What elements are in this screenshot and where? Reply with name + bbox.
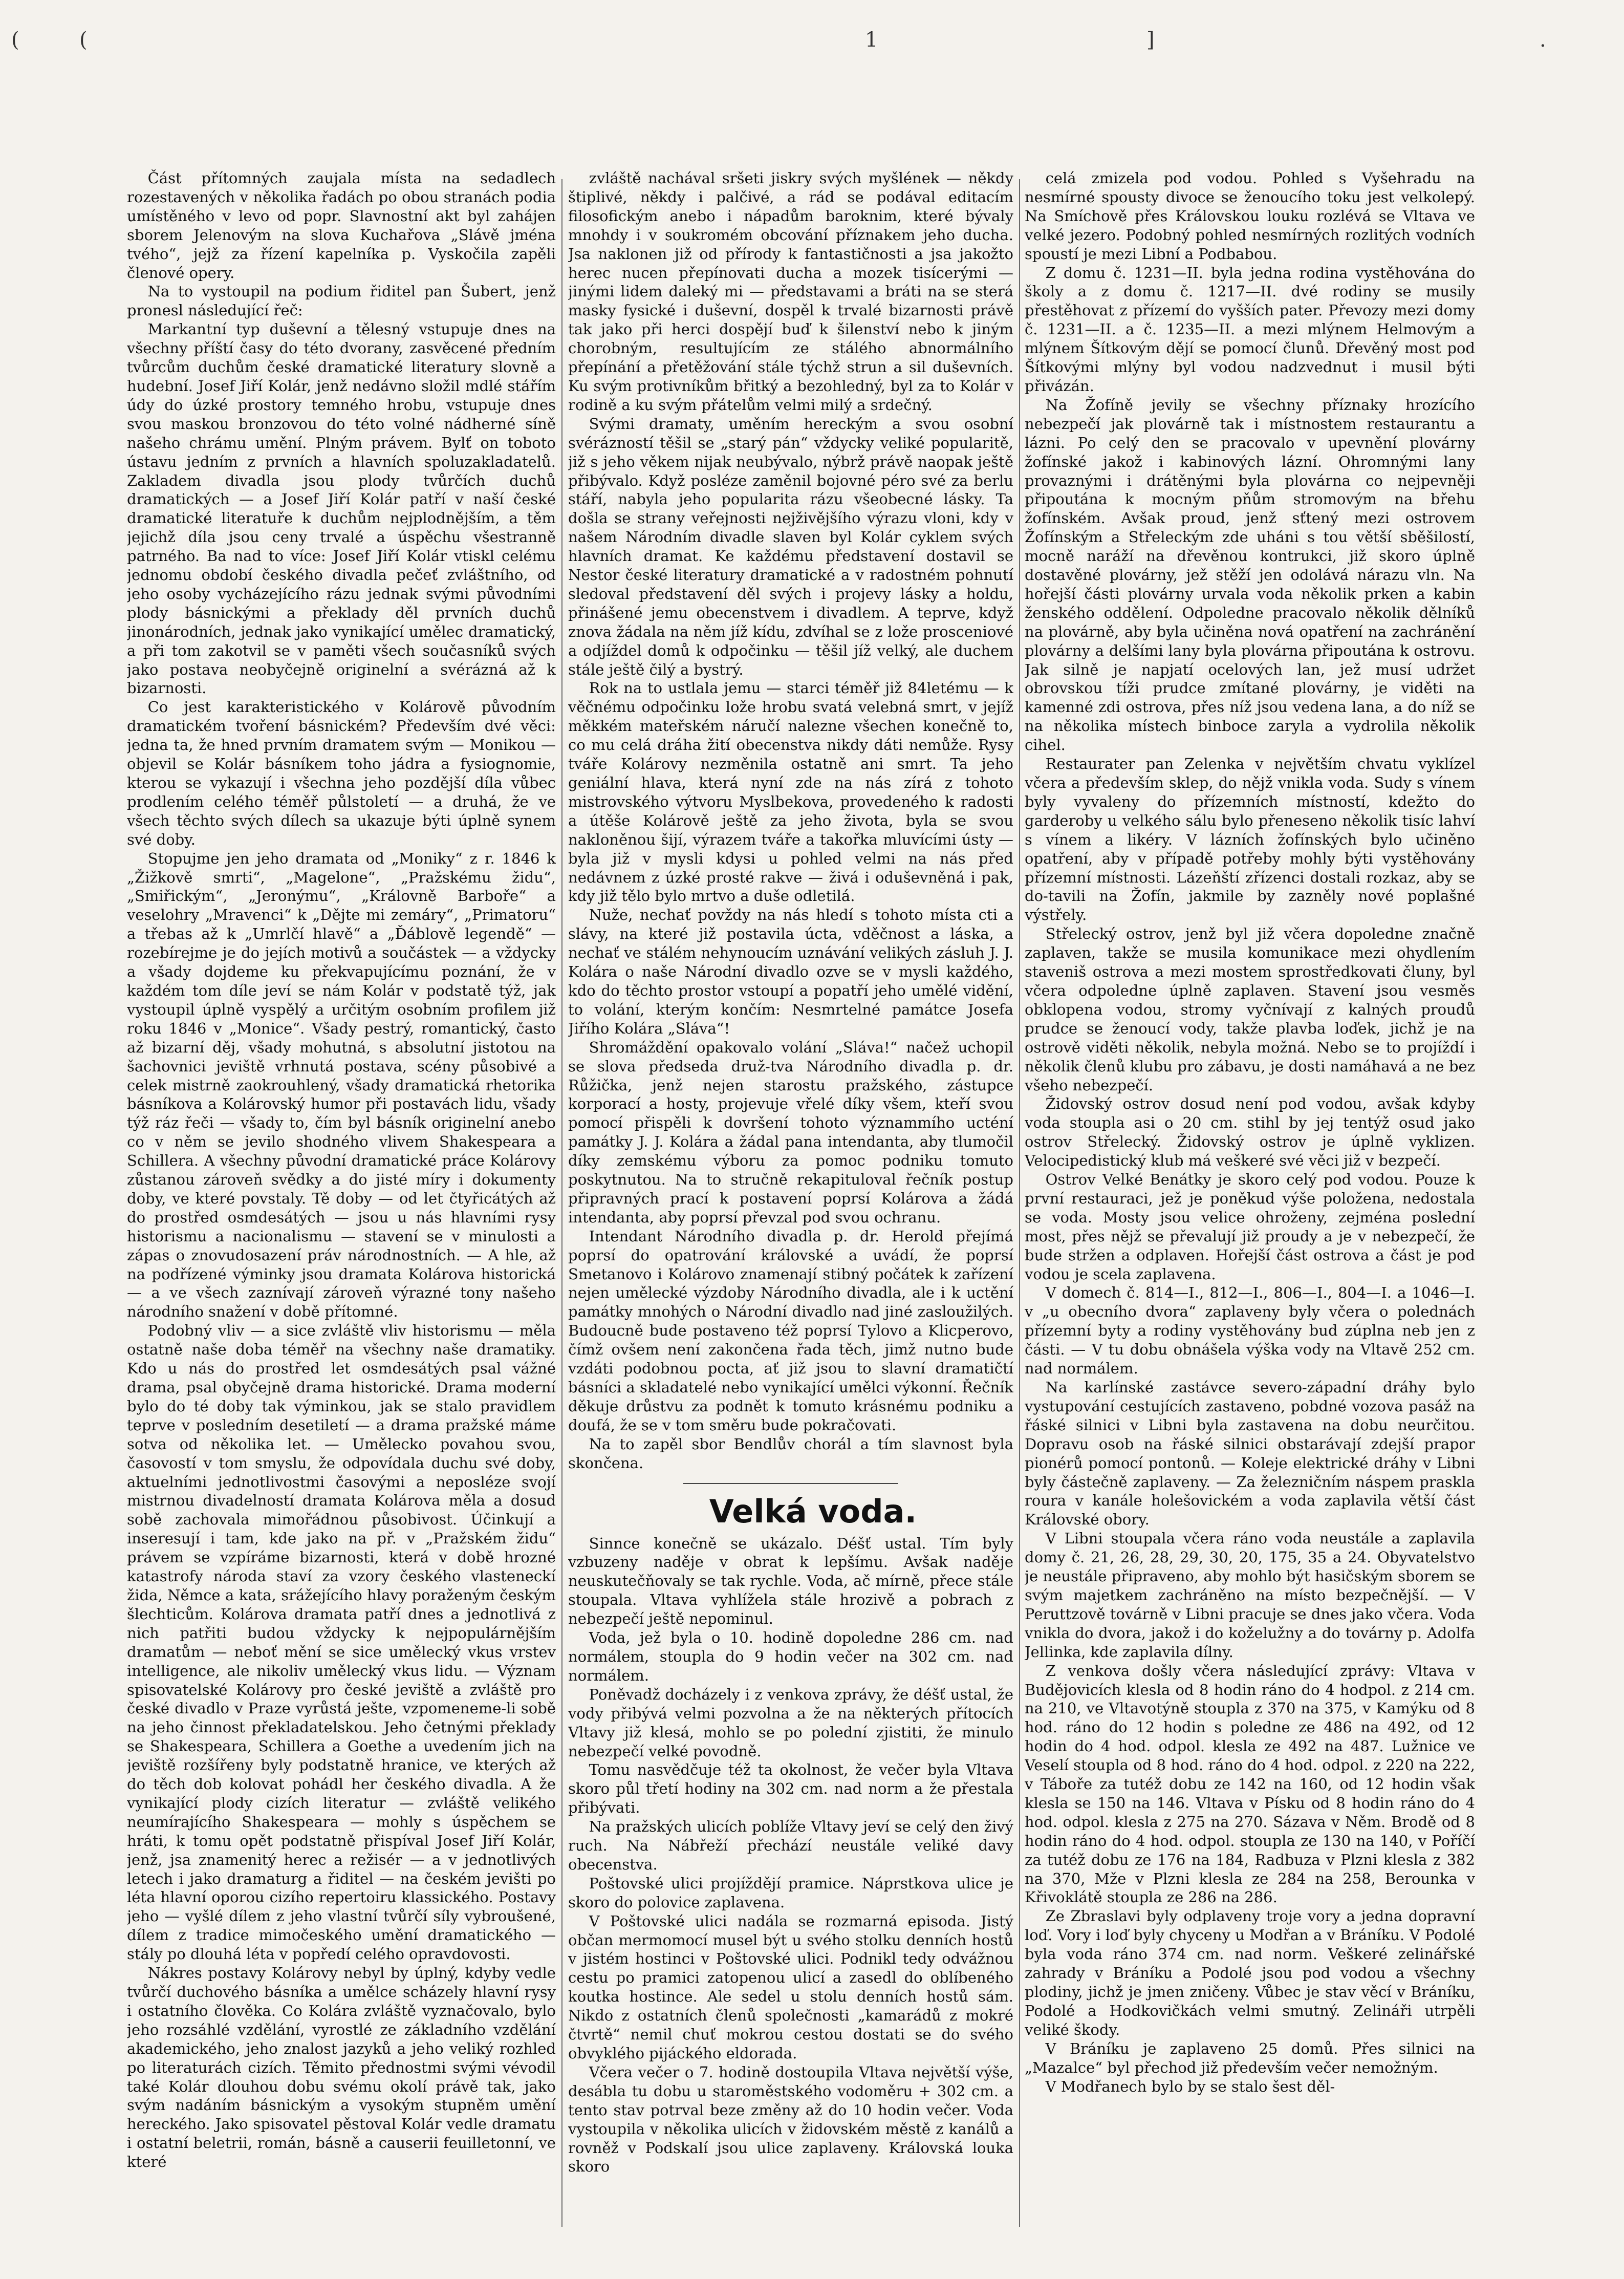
paragraph: Včera večer o 7. hodině dostoupila Vltava největší výše, desábla tu dobu u staroměstského vodoměru + 302 cm. a tento stav potrval beze změny až do 10 hodin večer. Voda vystoupila v několika ulicích v židovském městě z kanálů a rovněž v Podskalí jsou ulice zaplaveny. Královská louka skoro [568,2063,1013,2176]
paragraph: Z venkova došly včera následující zprávy: Vltava v Budějovicích klesla od 8 hodin ráno do 4 hodpol. z 214 cm. na 210, ve Vltavotýně stoupla z 370 na 375, v Kamýku od 8 hod. ráno do 12 hodin s poledne ze 486 na 492, od 12 hodin do 4 hod. odpol. klesla ze 492 na 487. Lužnice ve Veselí stoupla od 8 hod. ráno do 4 hod. odpol. z 220 na 222, v Táboře za tutéž dobu ze 142 na 160, od 12 hodin však klesla se 150 na 146. Vltava v Písku od 8 hodin ráno do 4 hod. odpol. klesla z 275 na 270. Sázava v Něm. Brodě od 8 hodin ráno do 4 hod. odpol. stoupla ze 130 na 140, v Poříčí za tutéž dobu ze 176 na 184, Radbuza v Plzni klesla z 382 na 370, Mže v Plzni klesla ze 284 na 258, Berounka v Křivoklátě stoupla ze 286 na 286. [1025,1662,1475,1906]
paragraph: Na Žofíně jevily se všechny příznaky hrozícího nebezpečí jak plovárně tak i místnostem restaurantu a lázni. Po celý den se pracovalo v upevnění plovárny žofínské jakož i kabinových lázní. Ohromnými lany provaznými i drátěnými byla plovárna co nejpevněji připoutána k mocným pňům stromovým na břehu žofínském. Avšak proud, jenž sťtený mezi ostrovem Žofínským a Střeleckým zde uháni s tou větší sběšilostí, mocně naráží na dřevěnou kontrukci, již skoro úplně dostavěné plovárny, jež stěží jen odolává nárazu vln. Na hořejší části plovárny urvala voda několik prken a kabin ženského oddělení. Odpoledne pracovalo několik dělníků na plovárně, aby byla učiněna nová opatření na zachránění plovárny a delšími lany byla plovárna připoutána k ostrovu. Jak silně je napjatí ocelových lan, jež musí udržet obrovskou tíži prudce zmítané plovárny, je viděti na kamenné zdi ostrova, přes níž jsou vedena lana, a do níž se na několika místech binboce zaryla a vydrolila několik cihel. [1025,396,1475,754]
paragraph: Na to vystoupil na podium řiditel pan Šubert, jenž pronesl následující řeč: [127,283,556,319]
paragraph: Nákres postavy Kolárovy nebyl by úplný, kdyby vedle tvůrčí duchového básníka a umělce scházely hlavní rysy i ostatního člověka. Co Kolára zvláště vyznačovalo, bylo jeho rozsáhlé vzdělání, vyrostlé ze základního vzdělání akademického, jeho znalost jazyků a jeho veliký rozhled po literaturách cizích. Těmito přednostmi svými vévodil také Kolár dlouhou dobu svému okolí právě tak, jako svým nadáním básnickým a vysokým stupněm umění hereckého. Jako spisovatel pěstoval Kolár vedle dramatu i ostatní beletrii, román, básně a causerii feuilletonní, ve které [127,1964,556,2171]
paragraph: Tomu nasvědčuje též ta okolnost, že večer byla Vltava skoro půl třetí hodiny na 302 cm. nad norm a že přestala přibývati. [568,1761,1013,1817]
paragraph: Markantní typ duševní a tělesný vstupuje dnes na všechny příští časy do této dvorany, zasvěcené předním tvůrcům duchům české dramatické literatury slovně a hudební. Josef Jiří Kolár, jenž nedávno složil mdlé stářím údy do úzké prostory temného hrobu, vstupuje dnes svou maskou bronzovou do této volné nádherné síně našeho chrámu umění. Plným právem. Bylť on toboto ústavu jedním z prvních a hlavních spoluzakladatelů. Zakladem divadla jsou plody tvůrčích duchů dramatických — a Josef Jiří Kolár patří v naší české dramatické literatuře k duchům nejplodnějším, a těm jejichž díla jsou ceny trvalé a úspěchu všestranně patrného. Ba nad to více: Josef Jiří Kolár vtiskl celému jednomu období českého divadla pečeť zvláštního, od jeho osoby vycházejícího rázu jednak svými původními plody básnickými a překlady děl prvních duchů jinonárodních, jednak jako vynikající umělec dramatický, a při tom zakotvil se v paměti všech současníků svých jako postava neobyčejně originelní a svérázná až k bizarnosti. [127,320,556,697]
paragraph: V Libni stoupala včera ráno voda neustále a zaplavila domy č. 21, 26, 28, 29, 30, 20, 175, 35 a 24. Obyvatelstvo je neustále připraveno, aby mohlo být hasičským sborem se svým majetkem zachráněno na místo bezpečnější. — V Peruttzově továrně v Libni pracuje se dnes jako včera. Voda vnikla do dvora, jakož i do koželužny a do továrny p. Adolfa Jellinka, kde zaplavila dílny. [1025,1530,1475,1661]
column-divider [561,179,562,2227]
edge-mark: ] [1146,28,1155,52]
paragraph: Sinnce konečně se ukázalo. Déšť ustal. Tím byly vzbuzeny naděje v obrat k lepšímu. Avšak naděje neuskutečňovaly se tak rychle. Voda, ač mírně, přece stále stoupala. Vltava vyhlížela stále hrozivě a pobrach z nebezpečí ještě nepominul. [568,1534,1013,1628]
paragraph: V Modřanech bylo by se stalo šest děl- [1045,2077,1335,2095]
column-3 [1025,169,1475,2227]
paragraph: celá zmizela pod vodou. Pohled s Vyšehradu na nesmírné spousty divoce se ženoucího toku jest velkolepý. Na Smíchově přes Královskou louku rozlévá se Vltava ve velké jezero. Podobný pohled nesmírných rozlitých vodních spoustí je mezi Libní a Podbabou. [1025,169,1475,263]
edge-mark: ( [79,28,88,52]
paragraph: zvláště nachával sršeti jiskry svých myšlének — někdy štiplivé, někdy i palčivé, a rád se podával editacím filosofickým anebo i nápadům baroknim, které bývaly mnohdy i v soukromém obcování příznakem jeho ducha. Jsa naklonen již od přírody k fantastičnosti a jsa jakožto herec nucen přepínovati ducha a mozek tisícerými — jinými lidem daleký mi — představami a bráti na se sterá masky fysické i duševní, dospěl k trvalé bizarnosti právě tak jako při herci dospějí buď k šilenství nebo k jiným chorobným, resultujícím ze stálého abnormálního přepínání a přetěžování stále týchž strun a sil duševních. Ku svým protivníkům břitký a bezohledný, byl za to Kolár v rodině a ku svým přátelům velmi milý a srdečný. [568,169,1013,414]
paragraph: Shromáždění opakovalo volání „Sláva!“ načež uchopil se slova předseda druž-tva Národního divadla p. dr. Růžička, jenž nejen starostu pražského, zástupce korporací a hosty, projevuje vřelé díky všem, kteří svou pomocí přispěli k dovršení tohoto význammího ucténí památky J. J. Kolára a žádal pana intendanta, aby tlumočil díky zemskému výboru za pomoc podniku tomuto poskytnutou. Na to stručně rekapituloval řečník postup připravných prací k postavení poprsí Kolárova a žádá intendanta, aby poprsí převzal pod svou ochranu. [568,1038,1013,1226]
paragraph: Podobný vliv — a sice zvláště vliv historismu — měla ostatně naše doba téměř na všechny naše dramatiky. Kdo u nás do prostřed let osmdesátých psal vážné drama, psal obyčejně drama historické. Drama moderní bylo do té doby tak výminkou, jak se stalo pravidlem teprve v posledním desetiletí — a drama pražské máme sotva od několika let. — Umělecko povahou svou, časovostí v tom smyslu, že odpovídala duchu své doby, aktuelními jednotlivostmi časovými a neposléze svojí mistrnou divadelností dramata Kolárova měla a dosud sobě zachovala mimořádnou působivost. Účinkují a inseresují i tam, kde jako na př. v „Pražském židu“ právem se vzpíráme bizarnosti, která v době hrozné katastrofy národa staví za vzory českého vlasteneckí žida, Němce a kata, srážejícího hlavy poraženým českým šlechticům. Kolárova dramata patří dnes a jednotlivá z nich patřiti budou vždycky k nejpopulárnějším dramatům — neboť mění se sice umělecký vkus vrstev intelligence, ale nikoliv umělecký vkus lidu. — Význam spisovatelské Kolárovy pro české jeviště a zvláště pro české divadlo v Praze vyrůstá ješte, vzpomeneme-li sobě na jeho činnost překladatelskou. Jeho četnými překlady se Shakespeara, Schillera a Goethe a uvedením jich na jeviště rozšířeny byly podstatně hranice, ve kterých až do těch dob kolovat pohádl her českého divadla. A že vynikající plody cizích literatur — zvláště velikého neumírajícího Shakespeara — mohly s úspěchem se hráti, k tomu opět podstatně přispíval Josef Jiří Kolár, jenž, jsa znamenitý herec a režisér — a v jednotlivých letech i jako dramaturg a řiditel — na českém jevišti po léta hlavní oporou cizího repertoiru klassického. Postavy jeho — vyšlé dílem z jeho vlastní tvůrčí síly vybroušené, dílem z tradice mimočeského umění dramatického — stály po dlouhá léta v popředí celého opravdovosti. [127,1322,556,1963]
paragraph: Stopujme jen jeho dramata od „Moniky“ z r. 1846 k „Žižkově smrti“, „Magelone“, „Pražskému židu“, „Smiřickým“, „Jeronýmu“, „Královně Barboře“ a veselohry „Mravenci“ k „Dějte mi zemáry“, „Primatoru“ a třebas až k „Umrlčí hlavě“ a „Ďáblově legendě“ — rozebírejme je do jejích motivů a součástek — a vždycky a všady dojdeme ku překvapujícímu poznání, že v každém tom díle jeví se nám Kolár v podstatě týž, jak vystoupil úplně vyspělý a určitým osobním profilem již roku 1846 v „Monice“. Všady pestrý, romantický, často až bizarní děj, všady mohutná, s absolutní jistotou na šachovnici jeviště vrhnutá postava, scény působivé a celek mistrně zaokrouhlený, všady dramatická rhetorika básníkova a Kolárovský humor při postavách lidu, všady týž ráz řeči — všady to, čím byl básník originelní anebo co v něm se jevilo shodného vlivem Shakespeara a Schillera. A všechny původní dramatické práce Kolárovy zůstanou zároveň svědky a do jisté míry i dokumenty doby, ve které povstaly. Tě doby — od let čtyřicátých až do prostřed osmdesátých — jsou u nás hlavními rysy historismu a nacionalismu — stavení se v minulosti a zápas o znovudosazení práv národnostních. — A hle, až na podřízené výminky jsou dramata Kolárova historická — a ve všech zaznívají zároveň výrazné tony našeho národního snažení v době přítomné. [127,849,556,1321]
paragraph: Poněvadž docházely i z venkova zprávy, že déšť ustal, že vody přibývá velmi pozvolna a že na některých přítocích Vltavy již klesá, mohlo se po polední zjistiti, že minulo nebezpečí velké povodně. [568,1685,1013,1760]
paragraph: Na pražských ulicích poblíže Vltavy jeví se celý den živý ruch. Na Nábřeží přechází neustále veliké davy obecenstva. [568,1818,1013,1873]
paragraph: Svými dramaty, uměním hereckým a svou osobní svérázností těšil se „starý pán“ vždycky veliké popularitě, již s jeho věkem nijak neubývalo, nýbrž právě naopak ještě přibývalo. Když posléze zaměnil bojovné péro své za berlu stáří, nabyla jeho popularita rázu všeobecné lásky. Ta došla se strany veřejnosti nejživějšího výrazu vloni, kdy v našem Národním divadle slaven byl Kolár cyklem svých hlavních dramat. Ke každému představení dostavil se Nestor české literatury dramatické a v radostném pohnutí sledoval představení děl svých i projevy lásky a holdu, přinášené jemu obecenstvem i divadlem. A teprve, když znova žádala na něm jíž kídu, zdvíhal se z lože prosceniové a odjíždel domů k odpočinku — těšil jíž velký, ale duchem stále ještě čilý a bystrý. [568,415,1013,678]
paragraph: Co jest karakteristického v Kolárově původním dramatickém tvoření básnickém? Především dvé věci: jedna ta, že hned prvním dramatem svým — Monikou — objevil se Kolár básníkem toho jádra a fysiognomie, kterou se vykazují i všechna jeho pozdější díla vůbec prodlením celého téměř půlstoletí — a druhá, že ve všech těchto svých dílech sa ukazuje býti úplně synem své doby. [127,698,556,848]
paragraph: Voda, jež byla o 10. hodině dopoledne 286 cm. nad normálem, stoupla do 9 hodin večer na 302 cm. nad normálem. [568,1629,1013,1684]
paragraph: Ostrov Velké Benátky je skoro celý pod vodou. Pouze k první restauraci, jež je poněkud výše položena, nedostala se voda. Mosty jsou velice ohroženy, zejména poslední most, přes nějž se převalují již proudy a je v nebezpečí, že bude stržen a odplaven. Hořejší část ostrova a část je pod vodou je scela zaplavena. [1025,1171,1475,1283]
column-1 [127,169,556,2227]
paragraph: Nuže, nechať povždy na nás hledí s tohoto místa cti a slávy, na které již postavila úcta, vděčnost a láska, a nechať ve stálém nehynoucím uznávání velikých zásluh J. J. Kolára o naše Národní divadlo ozve se v mysli každého, kdo do těchto prostor vstoupí a popatří jeho umělé vidění, to volání, kterým končím: Nesmrtelné památce Josefa Jiřího Kolára „Sláva“! [568,906,1013,1037]
paragraph: V domech č. 814—I., 812—I., 806—I., 804—I. a 1046—I. v „u obecního dvora“ zaplaveny byly včera o polednách přízemní byty a rodiny vystěhovány bud zúplna neb jen z části. — V tu dobu obnášela výška vody na Vltavě 252 cm. nad normálem. [1025,1284,1475,1378]
paragraph: Střelecký ostrov, jenž byl již včera dopoledne značně zaplaven, takže se musila komunikace mezi ohydlením staveniš ostrova a mezi mostem sprostředkovati čluny, byl včera odpoledne úplně zaplaven. Stavení jsou vesměs obklopena vodou, stromy vyčnívají z kalných proudů prudce se ženoucí vody, takže plavba loďek, jichž je na ostrově viděti několik, nebyla možná. Nebo se to projíždí i několik členů klubu pro zábavu, je dosti namáhavá a ne bez všeho nebezpečí. [1025,925,1475,1094]
paragraph: Na to zapěl sbor Bendlův chorál a tím slavnost byla skončena. [568,1435,1013,1472]
edge-mark: ( [11,28,19,52]
edge-mark: 1 [865,28,878,52]
edge-mark: . [1540,28,1546,52]
column-2 [568,169,1013,2227]
paragraph: V Poštovské ulici nadála se rozmarná episoda. Jistý občan mermomocí musel být u svého stolku denních hostů v jistém hostinci v Poštovské ulici. Podnikl tedy odvážnou cestu po pramici zatopenou ulicí a zasedl do oblíbeného koutka hostince. Ale sedel u stolu denních hostů sám. Nikdo z ostatních členů společnosti „kamarádů z mokré čtvrtě“ nemil chuť mokrou cestou dostati se do svého obvyklého pijáckého eldorada. [568,1912,1013,2062]
paragraph: Z domu č. 1231—II. byla jedna rodina vystěhována do školy a z domu č. 1217—II. dvé rodiny se musily přestěhovat z přízemí do vyšších pater. Převozy mezi domy č. 1231—II. a č. 1235—II. a mezi mlýnem Helmovým a mlýnem Šítkovým dějí se pomocí člunů. Dřevěný most pod Šítkovými mlýny byl vodou nadzvednut i musil býti přivázán. [1025,264,1475,395]
paragraph: Na karlínské zastávce severo-západní dráhy bylo vystupování cestujících zastaveno, pobdné vozova pasáž na řáské silnici v Libni byla zastavena na dobu neurčitou. Dopravu osob na řáské silnici obstarávají zdejší prapor pionérů pomocí pontonů. — Koleje elektrické dráhy v Libni byly částečně zaplaveny. — Za železničním náspem praskla roura v kanále holešovickém a voda zaplavila větší část Královské obory. [1025,1379,1475,1529]
paragraph: Část přítomných zaujala místa na sedadlech rozestavených v několika řadách po obou stranách podia umístěného v levo od popr. Slavnostní akt byl zahájen sborem Jelenovým na slova Kuchařova „Slávě jména tvého“, jejž za řízení kapelníka p. Vyskočila zapěli členové opery. [127,169,556,282]
paragraph: Ze Zbraslavi byly odplaveny troje vory a jedna dopravní loď. Vory i loď byly chyceny u Modřan a v Bráníku. V Podolé byla voda ráno 374 cm. nad norm. Veškeré zelinářské zahrady v Bráníku a Podolé jsou pod vodou a všechny plodiny, jichž je jmen zničeny. Vůbec je stav věcí v Bráníku, Podolé a Hodkovičkách velmi smutný. Zelináři utrpěli veliké škody. [1025,1907,1475,2038]
article-headline: Velká voda. [709,1492,917,1530]
section-divider [683,1483,898,1484]
paragraph: Restaurater pan Zelenka v největším chvatu vyklízel včera a především sklep, do nějž vnikla voda. Sudy s vínem byly vyvaleny do přízemních místností, kdežto do garderoby u velkého sálu bylo přeneseno několik tisíc lahví s vínem a likéry. V lázních žofínských bylo učiněno opatření, aby v případě potřeby mohly býti vystěhovány přízemní místnosti. Lázeňští zřízenci dostali rozkaz, aby se do-tavili na Žofín, jakmile by zazněly nové poplašné výstřely. [1025,755,1475,924]
paragraph: Židovský ostrov dosud není pod vodou, avšak kdyby voda stoupla asi o 20 cm. stihl by jej tentýž osud jako ostrov Střelecký. Židovský ostrov je úplně vyklizen. Velocipedistický klub má veškeré své věci již v bezpečí. [1025,1095,1475,1170]
paragraph: Intendant Národního divadla p. dr. Herold přejímá poprsí do opatrování královské a uvádí, že poprsí Smetanovo i Kolárovo znamenají stibný počátek k zařízení nejen umělecké výzdoby Národního divadla, ale i k uctění památky mnohých o Národní divadlo nad jiné zasloužilých. Budoucně bude postaveno též poprsí Tylovo a Klicperovo, čímž ovšem není zakončena řada těch, jimž nutno bude vzdáti podobnou pocta, ať již jsou to slavní dramatičtí básníci a skladatelé nebo vynikající umělci výkonní. Řečník děkuje drůstvu za podnět k tomuto krásnému podniku a doufá, že se v tom směru bude pokračovati. [568,1227,1013,1434]
column-divider [1019,179,1020,2227]
paragraph: Rok na to ustlala jemu — starci téměř již 84letému — k věčnému odpočinku lože hrobu svatá velebná smrt, v jejíž měkkém mateřském náručí nalezne všechen konečně to, co mu celá dráha žití obecenstva nikdy dáti nemůže. Rysy tváře Kolárovy nezměnila ostatně ani smrt. Ta jeho geniální hlava, která nyní zde na nás zírá z tohoto mistrovského výtvoru Myslbekova, provedeného k radosti a útěše Kolárově ještě za jeho života, byla se svou nakloněnou šijí, výrazem tváře a takořka mluvícími ústy — byla již v mysli kdysi u pohled velmi na nás před nedávnem z úzké prosté rakve — živá i oduševněná i pak, kdy již tělo bylo mrtvo a duše odletilá. [568,679,1013,905]
paragraph: Poštovské ulici projíždějí pramice. Náprstkova ulice je skoro do polovice zaplavena. [568,1874,1013,1911]
paragraph: V Bráníku je zaplaveno 25 domů. Přes silnici na „Mazalce“ byl přechod již především večer nemožným. [1025,2039,1475,2076]
